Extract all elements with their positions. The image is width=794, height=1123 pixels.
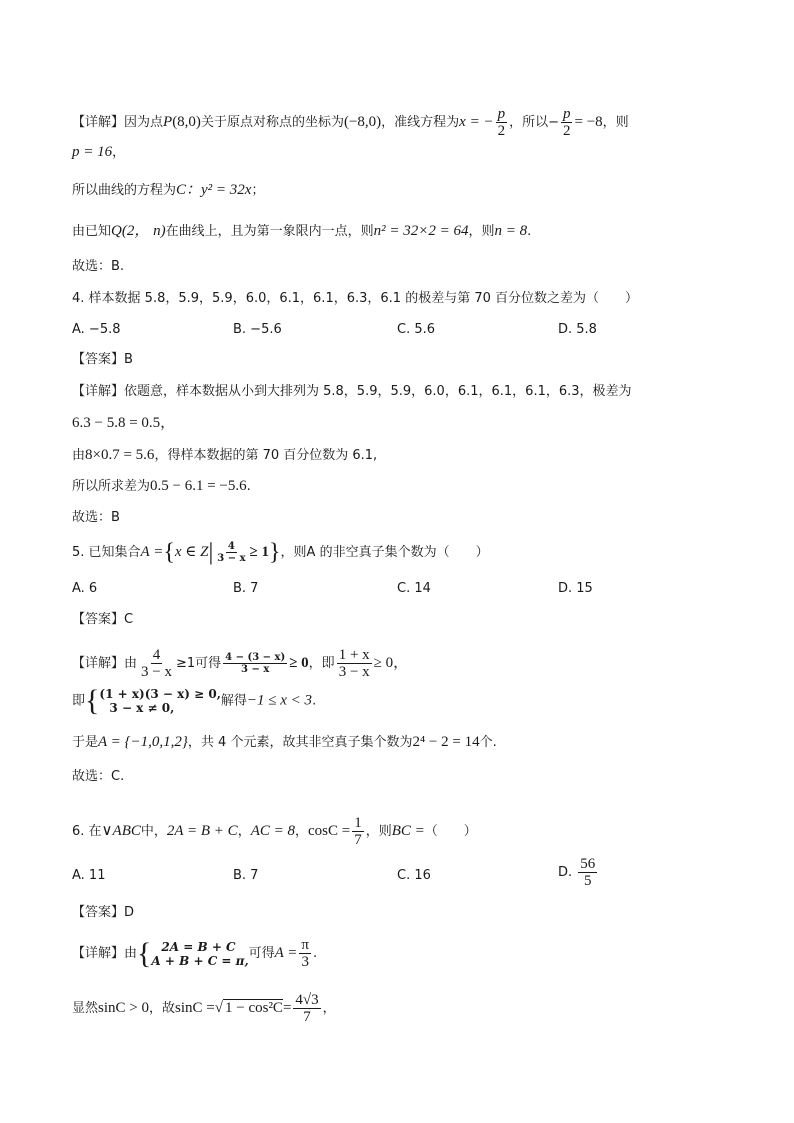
text: ， <box>237 824 251 839</box>
set-divider: | <box>208 539 214 566</box>
math: ≥ 0， <box>373 655 409 671</box>
system-lines <box>151 940 248 968</box>
math: p = 16 <box>72 144 113 160</box>
numerator: π <box>301 937 309 953</box>
fraction <box>496 106 508 139</box>
q5-select: 故选：C. <box>72 769 125 784</box>
q5-option-a: A. 6 <box>72 581 98 596</box>
fraction <box>215 541 247 564</box>
q6-detail-2 <box>72 992 336 1025</box>
text: ， <box>322 1001 336 1016</box>
q4-detail-1: 【详解】依题意，样本数据从小到大排列为 5.8，5.9，5.9，6.0，6.1，6.1，6.1，6.3，极差为 <box>72 384 632 399</box>
text: 5. 已知集合 <box>72 545 141 560</box>
q6-answer: 【答案】D <box>72 905 135 920</box>
text: ； <box>251 183 265 198</box>
text: 所以曲线的方程为 <box>72 183 177 198</box>
question-6 <box>72 815 477 848</box>
q4-detail-3 <box>72 445 377 466</box>
q4-detail-2 <box>72 413 175 434</box>
denominator: 3 − x <box>338 664 370 680</box>
math: 0.5 − 6.1 = −5.6 <box>150 478 247 494</box>
q4-detail-4 <box>72 476 251 497</box>
math: (8,0) <box>172 114 201 130</box>
sqrt-sign: √ <box>214 1000 223 1016</box>
q5-detail-1 <box>72 647 408 680</box>
system-line: A + B + C = π, <box>151 953 249 968</box>
text: ，则 <box>468 224 495 239</box>
text: 于是 <box>72 735 99 750</box>
denominator: 7 <box>303 1009 311 1025</box>
math: (−8,0) <box>343 114 382 130</box>
math: 8×0.7 = 5.6 <box>85 447 155 463</box>
math: n² = 32×2 = 64 <box>373 223 469 239</box>
numerator: p <box>497 106 506 122</box>
math: ≥ 1 <box>249 544 270 560</box>
numerator: 4 − (3 − x) <box>225 652 286 663</box>
q4-answer: 【答案】B <box>72 352 133 367</box>
denominator: 2 <box>562 123 571 139</box>
text: （ ） <box>424 824 477 839</box>
detail-line-2 <box>72 142 125 163</box>
math: sinC > 0 <box>98 1000 149 1016</box>
q6-option-b: B. 7 <box>233 868 259 883</box>
fraction <box>561 106 573 139</box>
fraction <box>293 992 320 1025</box>
fraction <box>223 652 287 675</box>
math: ∨ABC <box>101 823 141 839</box>
denominator: 3 − x <box>141 664 172 680</box>
numerator: 4 <box>227 541 235 552</box>
q5-answer: 【答案】C <box>72 612 134 627</box>
text: 解得 <box>220 693 247 709</box>
text: 由已知 <box>72 224 112 239</box>
equation-system <box>85 686 221 716</box>
text: ，则 <box>365 824 392 839</box>
brace: { <box>137 936 152 970</box>
numerator: 1 <box>354 815 362 831</box>
text: ， <box>112 145 126 160</box>
system-line: 3 − x ≠ 0, <box>109 701 175 715</box>
math: n = 8 <box>494 223 528 239</box>
text: ， <box>295 824 309 839</box>
math: cosC = <box>308 823 351 839</box>
text: . <box>246 479 251 494</box>
q5-option-b: B. 7 <box>233 581 259 596</box>
denominator: 3 <box>301 954 309 970</box>
detail-line-1 <box>72 106 629 139</box>
math: = −8 <box>574 114 603 130</box>
detail-line-4 <box>72 221 531 242</box>
numerator: 1 + x <box>338 647 370 663</box>
denominator: 3 − x <box>241 664 270 675</box>
fraction <box>337 647 372 680</box>
q4-select: 故选：B <box>72 510 120 525</box>
math: sinC = <box>175 1000 215 1016</box>
fraction <box>352 815 364 848</box>
text: 可得 <box>248 946 275 961</box>
system-line: 2A = B + C <box>161 939 236 954</box>
text: ，共 4 个元素，故其非空真子集个数为 <box>187 735 413 750</box>
math: 2⁴ − 2 = 14 <box>412 734 480 750</box>
system-lines <box>99 687 220 715</box>
text: ≥1可得 <box>175 656 222 671</box>
q5-detail-3 <box>72 732 497 753</box>
text: 【详解】由 <box>72 656 138 671</box>
text: . <box>312 693 317 709</box>
text: 个. <box>479 735 497 750</box>
text: 6. 在 <box>72 824 102 839</box>
q5-detail-2 <box>72 686 316 716</box>
brace: { <box>85 684 100 717</box>
math: A = {−1,0,1,2} <box>98 734 188 750</box>
text: D. <box>558 865 577 880</box>
numerator: 4 <box>152 647 161 663</box>
denominator: 5 <box>584 873 592 889</box>
q6-detail-1 <box>72 937 317 970</box>
math: 2A = B + C <box>166 823 238 839</box>
text: 显然 <box>72 1001 99 1016</box>
text: ，则A 的非空真子集个数为（ ） <box>280 545 489 560</box>
math: P <box>163 114 173 130</box>
q5-option-d: D. 15 <box>558 581 593 596</box>
q6-option-c: C. 16 <box>397 868 431 883</box>
system-line: (1 + x)(3 − x) ≥ 0, <box>99 687 221 701</box>
numerator: 56 <box>580 856 596 872</box>
brace-close: } <box>269 539 281 566</box>
text: 由 <box>72 448 86 463</box>
math: = <box>282 1000 292 1016</box>
text: 所以所求差为 <box>72 479 151 494</box>
text: 在曲线上，且为第一象限内一点，则 <box>165 224 374 239</box>
math: C：y² = 32x <box>176 182 252 198</box>
equation-system <box>137 936 249 970</box>
question-4: 4. 样本数据 5.8，5.9，5.9，6.0，6.1，6.1，6.3，6.1 的极差与第 70 百分位数之差为（ ） <box>72 291 639 306</box>
text: 中， <box>140 824 167 839</box>
q4-option-c: C. 5.6 <box>397 322 436 337</box>
text: ，即 <box>308 656 335 671</box>
q6-option-d <box>558 856 599 889</box>
math: BC = <box>391 823 425 839</box>
brace-open: { <box>163 539 175 566</box>
text: 即 <box>72 693 86 709</box>
math: A = <box>140 544 164 560</box>
text: . <box>312 946 318 961</box>
text: ，准线方程为 <box>381 115 460 130</box>
text: 关于原点对称点的坐标为 <box>200 115 344 130</box>
fraction <box>299 937 311 970</box>
math: −1 ≤ x < 3 <box>246 692 313 709</box>
q4-option-d: D. 5.8 <box>558 322 597 337</box>
q5-option-c: C. 14 <box>397 581 431 596</box>
text: 【详解】由 <box>72 946 138 961</box>
fraction <box>578 856 597 889</box>
math: AC = 8 <box>250 823 295 839</box>
text: ，故 <box>149 1001 176 1016</box>
q6-option-a: A. 11 <box>72 868 106 883</box>
answer-select-line: 故选：B. <box>72 259 125 274</box>
math: Q(2， n) <box>111 223 166 239</box>
text: ，所以− <box>509 115 559 130</box>
numerator: p <box>562 106 571 122</box>
text: ，则 <box>602 115 629 130</box>
math: 6.3 − 5.8 = 0.5， <box>72 415 176 431</box>
q4-option-a: A. −5.8 <box>72 322 121 337</box>
text: . <box>527 224 532 239</box>
math: 1 − cos²C <box>224 1000 283 1016</box>
math: x = − <box>459 114 494 130</box>
denominator: 7 <box>354 832 362 848</box>
math: ≥ 0 <box>289 655 309 671</box>
math: x ∈ Z <box>174 544 209 560</box>
question-5 <box>72 541 489 564</box>
denominator: 2 <box>497 123 506 139</box>
text: ，得样本数据的第 70 百分位数为 6.1, <box>154 448 378 463</box>
text: 【详解】因为点 <box>72 115 164 130</box>
detail-line-3 <box>72 180 264 201</box>
numerator: 4√3 <box>295 992 319 1008</box>
q4-option-b: B. −5.6 <box>233 322 282 337</box>
fraction <box>139 647 174 680</box>
math: A = <box>274 945 298 961</box>
denominator: 3 − x <box>217 553 246 564</box>
